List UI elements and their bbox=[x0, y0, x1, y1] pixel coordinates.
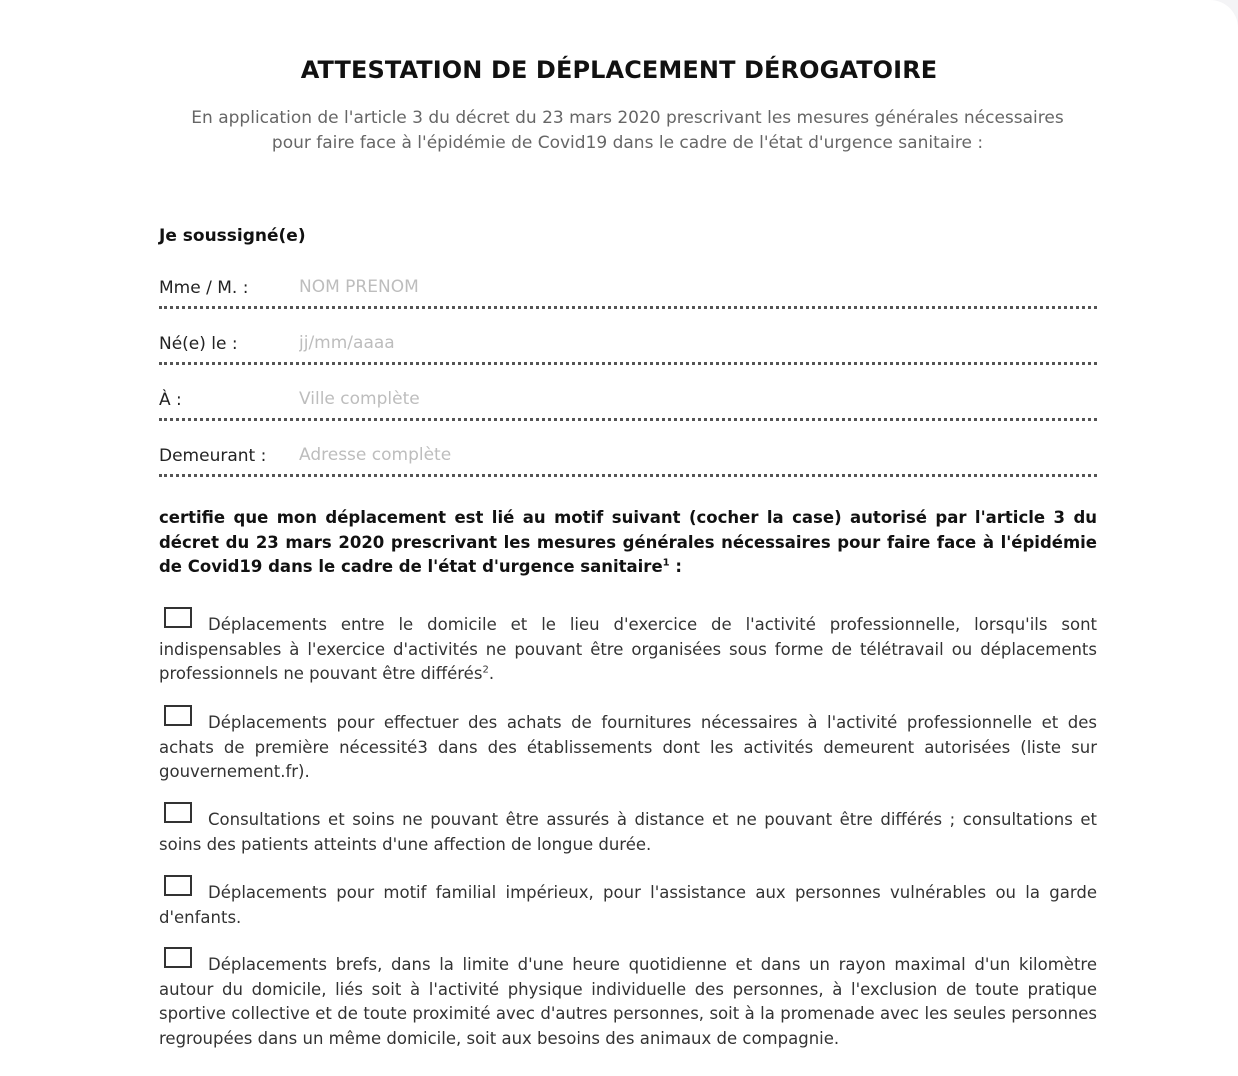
field-birthplace bbox=[159, 374, 1097, 421]
reason-checkbox-exercise[interactable] bbox=[164, 947, 192, 968]
certify-text: certifie que mon déplacement est lié au motif suivant (cocher la case) autorisé par l'article 3 du décret du 23 mars 2020 prescrivant les mesures générales nécessaires pour faire face à l'épidémie de Covid19 dans le cadre de l'état d'urgence sanitaire bbox=[159, 508, 1097, 576]
birthplace-input[interactable] bbox=[299, 386, 1079, 412]
certify-statement bbox=[159, 506, 1097, 580]
footnote-ref-2: 2 bbox=[482, 664, 489, 676]
reason-text: Déplacements pour effectuer des achats de fournitures nécessaires à l'activité professionnelle et des achats de première nécessité3 dans des établissements dont les activités demeurent autorisées (liste sur gouvernement.fr). bbox=[159, 713, 1097, 781]
reason-item bbox=[159, 947, 1097, 1051]
field-address bbox=[159, 430, 1097, 477]
address-input[interactable] bbox=[299, 442, 1079, 468]
name-input[interactable] bbox=[299, 274, 1079, 300]
form-intro: En application de l'article 3 du décret du 23 mars 2020 prescrivant les mesures générales nécessaires pour faire face à l'épidémie de Covid19 dans le cadre de l'état d'urgence sanitaire : bbox=[191, 108, 1064, 153]
reason-text: Déplacements brefs, dans la limite d'une heure quotidienne et dans un rayon maximal d'un kilomètre autour du domicile, liés soit à l'activité physique individuelle des personnes, à l'exclusion de toute pratique sportive collective et de toute proximité avec d'autres personnes, soit à la promenade avec les seules personnes regroupées dans un même domicile, soit aux besoins des animaux de compagnie. bbox=[159, 955, 1097, 1048]
reason-suffix: . bbox=[488, 664, 495, 683]
field-address-label: Demeurant : bbox=[159, 446, 267, 466]
reason-checkbox-health[interactable] bbox=[164, 802, 192, 823]
soussigne-heading: Je soussigné(e) bbox=[159, 226, 306, 246]
reason-checkbox-professional[interactable] bbox=[164, 607, 192, 628]
reason-item bbox=[159, 607, 1097, 687]
field-name-label: Mme / M. : bbox=[159, 278, 249, 298]
certify-suffix: : bbox=[669, 557, 682, 576]
footnote-ref-1: 1 bbox=[662, 557, 670, 569]
field-birthdate-label: Né(e) le : bbox=[159, 334, 238, 354]
reason-text: Déplacements entre le domicile et le lieu d'exercice de l'activité professionnelle, lorsqu'ils sont indispensables à l'exercice d'activités ne pouvant être organisées sous forme de télétravail ou déplacements professionnels ne pouvant être différés bbox=[159, 615, 1097, 683]
reason-text: Déplacements pour motif familial impérieux, pour l'assistance aux personnes vulnérables ou la garde d'enfants. bbox=[159, 883, 1097, 927]
reason-checkbox-purchases[interactable] bbox=[164, 705, 192, 726]
field-birthdate bbox=[159, 318, 1097, 365]
reason-item bbox=[159, 875, 1097, 930]
form-title: ATTESTATION DE DÉPLACEMENT DÉROGATOIRE bbox=[300, 56, 938, 84]
reason-item bbox=[159, 802, 1097, 857]
reason-checkbox-family[interactable] bbox=[164, 875, 192, 896]
field-birthplace-label: À : bbox=[159, 390, 182, 410]
birthdate-input[interactable] bbox=[299, 330, 1079, 356]
field-name bbox=[159, 262, 1097, 309]
reason-item bbox=[159, 705, 1097, 785]
reason-text: Consultations et soins ne pouvant être assurés à distance et ne pouvant être différés ; consultations et soins des patients atteints d'une affection de longue durée. bbox=[159, 810, 1097, 854]
